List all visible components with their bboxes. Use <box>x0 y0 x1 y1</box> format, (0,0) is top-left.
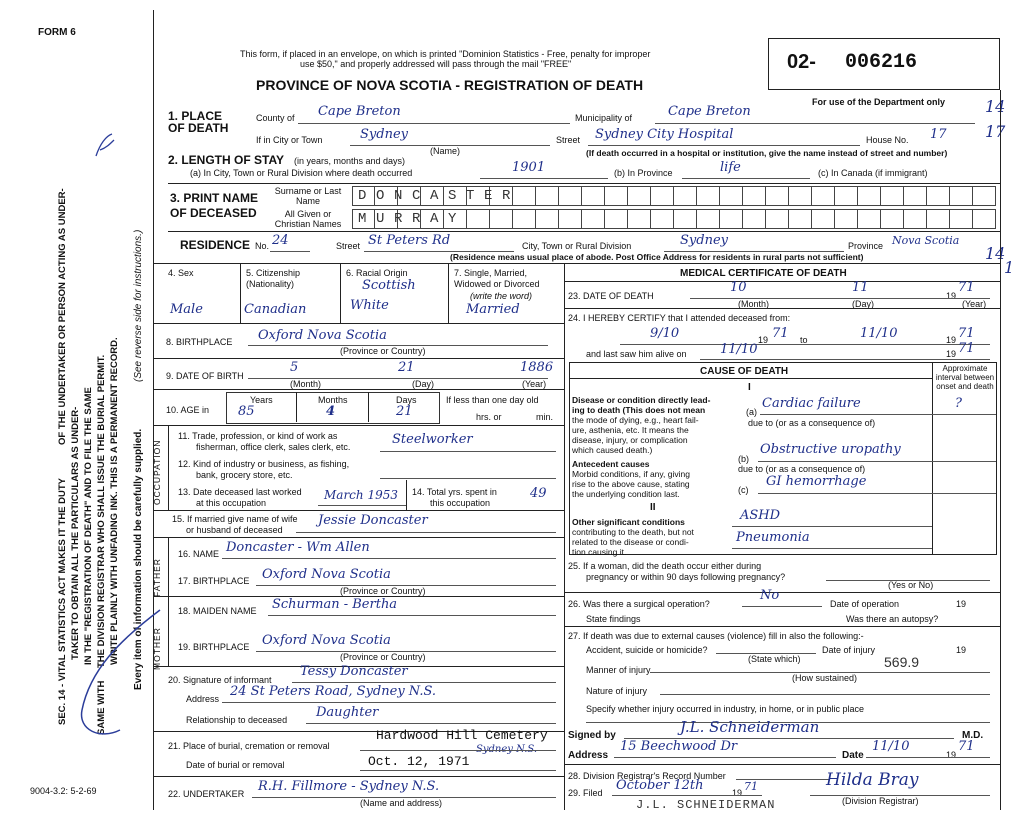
specify-label: Specify whether injury occurred in industry, in home, or in public place <box>586 704 864 714</box>
signed-date-label: Date <box>842 750 864 761</box>
informant-sig-label: 20. Signature of informant <box>168 675 272 685</box>
column-divider <box>564 263 565 810</box>
letter-box <box>812 209 835 229</box>
total-years-value: 49 <box>530 486 547 501</box>
due-to-label-2: due to (or as a consequence of) <box>738 464 866 474</box>
letter-box <box>697 186 720 206</box>
father-side-label: FATHER <box>152 558 162 597</box>
nature-label: Nature of injury <box>586 686 648 696</box>
dob-day-hint: (Day) <box>412 379 434 389</box>
dod-year-prefix: 19 <box>946 291 957 301</box>
letter-box <box>881 209 904 229</box>
mother-side-label: MOTHER <box>152 627 162 670</box>
burial-place-value-2: Sydney N.S. <box>476 744 538 755</box>
certify-label: 24. I HEREBY CERTIFY that I attended deceased from: <box>568 313 791 323</box>
letter-box <box>766 209 789 229</box>
mother-birthplace-label: 19. BIRTHPLACE <box>178 642 250 652</box>
given-names-value: MURRAY <box>358 211 467 227</box>
law-line-4: THE DIVISION REGISTRAR WHO SHALL ISSUE THE BURIAL PERMIT. <box>96 354 107 668</box>
burial-place-value: Hardwood Hill Cemetery <box>376 728 548 743</box>
part-two-label: II <box>650 502 656 513</box>
years-label: Years <box>250 395 273 405</box>
letter-box <box>697 209 720 229</box>
cause-b-label: (b) <box>738 454 749 464</box>
accident-label: Accident, suicide or homicide? <box>586 645 708 655</box>
last-worked-value: March 1953 <box>324 488 398 502</box>
stay-a-value: 1901 <box>512 160 546 175</box>
age-label: 10. AGE in <box>166 405 210 415</box>
birthplace-value: Oxford Nova Scotia <box>258 328 387 343</box>
manner-value: 569.9 <box>884 654 920 670</box>
disease-label <box>572 395 710 455</box>
letter-box <box>674 186 697 206</box>
dept-code-4: 1 <box>1004 258 1015 277</box>
cause-a-value: Cardiac failure <box>762 396 861 411</box>
letter-box <box>858 186 881 206</box>
racial-origin-value-1: Scottish <box>362 278 416 293</box>
letter-box <box>858 209 881 229</box>
citizenship-label: 5. Citizenship (Nationality) <box>246 268 301 289</box>
filed-year: 71 <box>744 780 758 793</box>
letter-box <box>674 209 697 229</box>
md-label: M.D. <box>962 730 984 741</box>
city-value: Sydney <box>360 127 408 142</box>
law-line-1: SEC. 14 - VITAL STATISTICS ACT MAKES IT THE DUTY <box>57 477 68 725</box>
informant-address-label: Address <box>186 694 220 704</box>
months-value: 4 <box>326 404 336 419</box>
last-seen-value: 11/10 <box>720 342 758 357</box>
letter-box <box>904 209 927 229</box>
how-sustained-hint: (How sustained) <box>792 673 858 683</box>
dept-code-1: 14 <box>985 97 1006 116</box>
filed-label: 29. Filed <box>568 788 603 798</box>
industry-label-2: bank, grocery store, etc. <box>196 470 293 480</box>
medical-title: MEDICAL CERTIFICATE OF DEATH <box>680 268 847 279</box>
last-worked-label-1: 13. Date deceased last worked <box>178 487 302 497</box>
residence-street-value: St Peters Rd <box>368 233 451 248</box>
city-name-hint: (Name) <box>430 146 461 156</box>
antecedent-label-line4: the underlying condition last. <box>572 489 680 499</box>
filed-year-prefix: 19 <box>732 788 743 798</box>
dept-use-label: For use of the Department only <box>812 97 946 107</box>
residence-province-value: Nova Scotia <box>892 234 960 247</box>
letter-box <box>513 209 536 229</box>
hrs-label: hrs. or <box>476 412 502 422</box>
state-findings-label: State findings <box>586 614 641 624</box>
stay-c-label: (c) In Canada (if immigrant) <box>818 168 928 178</box>
form-number: FORM 6 <box>38 27 76 38</box>
attended-to-year-prefix: 19 <box>946 335 957 345</box>
reg-number: 006216 <box>845 51 918 74</box>
spouse-label-2: or husband of deceased <box>186 525 283 535</box>
info-note: Every item of information should be carefully supplied. <box>133 428 144 690</box>
residence-city-value: Sydney <box>680 233 728 248</box>
margin-initials-mark <box>92 130 118 160</box>
filed-value: October 12th <box>616 778 704 793</box>
dod-day-hint: (Day) <box>852 299 874 309</box>
antecedent-label <box>572 459 690 499</box>
marital-hint: (write the word) <box>470 291 533 301</box>
dob-month-hint: (Month) <box>290 379 322 389</box>
letter-box <box>651 186 674 206</box>
form-title: PROVINCE OF NOVA SCOTIA - REGISTRATION OF DEATH <box>256 77 644 93</box>
informant-relationship-value: Daughter <box>316 705 379 720</box>
occupation-side-label: OCCUPATION <box>152 439 162 505</box>
letter-box <box>973 209 996 229</box>
letter-box <box>927 209 950 229</box>
letter-box <box>467 209 490 229</box>
letter-box <box>904 186 927 206</box>
cause-b-value: Obstructive uropathy <box>760 442 901 457</box>
letter-box <box>812 186 835 206</box>
interval-label: Approximate interval between onset and death <box>935 364 995 391</box>
informant-relationship-label: Relationship to deceased <box>186 715 288 725</box>
dob-year: 1886 <box>520 360 554 375</box>
mother-birthplace-hint: (Province or Country) <box>340 652 426 662</box>
days-label: Days <box>396 395 417 405</box>
municipality-value: Cape Breton <box>668 104 751 119</box>
dod-month: 10 <box>730 280 747 295</box>
burial-date-label: Date of burial or removal <box>186 760 285 770</box>
county-value: Cape Breton <box>318 104 401 119</box>
mail-notice-line2: use $50," and properly addressed will pass through the mail "FREE" <box>300 59 572 69</box>
citizenship-value: Canadian <box>244 302 307 317</box>
trade-value: Steelworker <box>392 432 473 447</box>
letter-box <box>973 186 996 206</box>
disease-label-line5: disease, injury, or complication <box>572 435 688 445</box>
father-name-label: 16. NAME <box>178 549 220 559</box>
trade-label-2: fisherman, office clerk, sales clerk, etc. <box>196 442 351 452</box>
letter-box <box>582 209 605 229</box>
father-birthplace-label: 17. BIRTHPLACE <box>178 576 250 586</box>
dob-year-hint: (Year) <box>522 379 547 389</box>
house-value: 17 <box>930 127 947 142</box>
dod-day: 11 <box>852 280 869 295</box>
last-seen-year-prefix: 19 <box>946 349 957 359</box>
father-birthplace-hint: (Province or Country) <box>340 586 426 596</box>
less-day-label: If less than one day old <box>446 395 539 405</box>
part-one-label: I <box>748 382 751 393</box>
dob-label: 9. DATE OF BIRTH <box>166 371 244 381</box>
mother-maiden-label: 18. MAIDEN NAME <box>178 606 257 616</box>
margin-ink-mark <box>60 600 170 750</box>
hospital-note: (If death occurred in a hospital or institution, give the name instead of street and number) <box>586 148 948 158</box>
stay-b-label: (b) In Province <box>614 168 673 178</box>
min-label: min. <box>536 412 554 422</box>
residence-label: RESIDENCE <box>180 238 251 252</box>
residence-province-label: Province <box>848 241 884 251</box>
reverse-note: (See reverse side for instructions.) <box>133 229 144 382</box>
disease-label-line6: which caused death.) <box>572 445 653 455</box>
law-line-6: SAME WITH <box>96 680 107 735</box>
dept-code-2: 17 <box>985 122 1006 141</box>
letter-box <box>628 209 651 229</box>
years-value: 85 <box>238 404 255 419</box>
letter-box <box>559 209 582 229</box>
section-divider <box>153 263 1000 264</box>
racial-origin-label: 6. Racial Origin <box>346 268 408 278</box>
given-names-label: All Given or Christian Names <box>274 209 342 229</box>
total-years-label-2: this occupation <box>430 498 491 508</box>
letter-box <box>789 209 812 229</box>
physician-printed-name: J.L. SCHNEIDERMAN <box>636 798 776 812</box>
letter-box <box>582 186 605 206</box>
disease-label-line2: ing to death (This does not mean <box>572 405 706 415</box>
other-label-line4: tion causing it. <box>572 547 627 557</box>
registrar-hint: (Division Registrar) <box>842 796 919 806</box>
law-line-5: WRITE PLAINLY WITH UNFADING INK. THIS IS A PERMANENT RECORD. <box>109 337 120 665</box>
undertaker-value: R.H. Fillmore - Sydney N.S. <box>258 779 440 794</box>
last-seen-year: 71 <box>958 341 975 356</box>
signer-address-label: Address <box>568 750 609 761</box>
letter-box <box>720 209 743 229</box>
letter-box <box>743 186 766 206</box>
dob-day: 21 <box>398 360 415 375</box>
undertaker-hint: (Name and address) <box>360 798 443 808</box>
other-label-line2: contributing to the death, but not <box>572 527 694 537</box>
registrar-signature: Hilda Bray <box>826 770 919 790</box>
q27-label: 27. If death was due to external causes (violence) fill in also the following:- <box>568 631 864 641</box>
q26-value: No <box>760 588 780 603</box>
letter-box <box>559 186 582 206</box>
letter-box <box>628 186 651 206</box>
residence-street-label: Street <box>336 241 361 251</box>
injury-date-label: Date of injury <box>822 645 876 655</box>
surname-value: DONCASTER <box>358 188 521 204</box>
trade-label-1: 11. Trade, profession, or kind of work as <box>178 431 338 441</box>
antecedent-label-line1: Antecedent causes <box>572 459 650 469</box>
attended-from-value: 9/10 <box>650 326 680 341</box>
letter-box <box>950 186 973 206</box>
record-number-label: 28. Division Registrar's Record Number <box>568 771 726 781</box>
main-right-border <box>1000 90 1001 810</box>
stay-a-label: (a) In City, Town or Rural Division where death occurred <box>190 168 413 178</box>
signed-by-label: Signed by <box>568 730 616 741</box>
last-seen-label: and last saw him alive on <box>586 349 687 359</box>
letter-box <box>605 209 628 229</box>
length-of-stay-label: 2. LENGTH OF STAY <box>168 153 285 167</box>
signed-date-year-prefix: 19 <box>946 750 957 760</box>
attended-from-year: 71 <box>772 326 789 341</box>
letter-box <box>789 186 812 206</box>
cause-a-interval: ? <box>955 396 962 411</box>
residence-note: (Residence means usual place of abode. Post Office Address for residents in rural parts not sufficient) <box>450 252 864 262</box>
birthplace-hint: (Province or Country) <box>340 346 426 356</box>
operation-year-prefix: 19 <box>956 599 967 609</box>
other-condition-value-1: ASHD <box>740 508 781 523</box>
registration-number-box <box>768 38 1000 90</box>
letter-box <box>835 209 858 229</box>
cause-c-value: GI hemorrhage <box>766 474 867 489</box>
house-label: House No. <box>866 135 909 145</box>
municipality-label: Municipality of <box>575 113 633 123</box>
state-which-hint: (State which) <box>748 654 801 664</box>
letter-box <box>835 186 858 206</box>
cause-a-label: (a) <box>746 407 757 417</box>
informant-sig-value: Tessy Doncaster <box>300 664 408 679</box>
surname-label: Surname or Last Name <box>274 186 342 206</box>
signer-address-value: 15 Beechwood Dr <box>620 739 738 754</box>
length-of-stay-desc: (in years, months and days) <box>294 156 406 166</box>
street-value: Sydney City Hospital <box>595 127 734 142</box>
spouse-value: Jessie Doncaster <box>318 513 428 528</box>
dob-month: 5 <box>290 360 299 375</box>
due-to-label-1: due to (or as a consequence of) <box>748 418 876 428</box>
attended-to-year: 71 <box>958 326 975 341</box>
informant-address-value: 24 St Peters Road, Sydney N.S. <box>230 684 437 699</box>
disease-label-line1: Disease or condition directly lead- <box>572 395 711 405</box>
law-line-7: OF THE UNDERTAKER OR PERSON ACTING AS UNDER- <box>57 188 68 445</box>
dod-label: 23. DATE OF DEATH <box>568 291 654 301</box>
law-line-3: IN THE "REGISTRATION OF DEATH" AND TO FILE THE SAME <box>83 387 94 665</box>
sex-value: Male <box>170 302 203 317</box>
stay-b-value: life <box>720 160 741 175</box>
q25-label-2: pregnancy or within 90 days following pregnancy? <box>586 572 786 582</box>
birthplace-label: 8. BIRTHPLACE <box>166 337 233 347</box>
days-value: 21 <box>396 404 413 419</box>
months-label: Months <box>318 395 348 405</box>
q25-label-1: 25. If a woman, did the death occur either during <box>568 561 762 571</box>
antecedent-label-line3: rise to the above cause, stating <box>572 479 690 489</box>
q25-yesno-hint: (Yes or No) <box>888 580 934 590</box>
other-label-line1: Other significant conditions <box>572 517 685 527</box>
marital-value: Married <box>466 302 520 317</box>
city-label: If in City or Town <box>256 135 323 145</box>
letter-box <box>720 186 743 206</box>
attended-from-year-prefix: 19 <box>758 335 769 345</box>
other-conditions-label <box>572 517 694 557</box>
disease-label-line4: ure, asthenia, etc. It means the <box>572 425 689 435</box>
total-years-label-1: 14. Total yrs. spent in <box>412 487 497 497</box>
industry-label-1: 12. Kind of industry or business, as fishing, <box>178 459 350 469</box>
autopsy-label: Was there an autopsy? <box>846 614 939 624</box>
undertaker-label: 22. UNDERTAKER <box>168 789 245 799</box>
father-name-value: Doncaster - Wm Allen <box>226 540 370 555</box>
letter-box <box>651 209 674 229</box>
place-of-death-label: 1. PLACE OF DEATH <box>168 109 229 135</box>
mail-notice-line1: This form, if placed in an envelope, on which is printed "Dominion Statistics - Free, penalty for improper <box>240 49 651 59</box>
reg-prefix: 02- <box>787 51 816 73</box>
letter-box <box>881 186 904 206</box>
residence-no-value: 24 <box>272 233 289 248</box>
other-label-line3: related to the disease or condi- <box>572 537 689 547</box>
father-birthplace-value: Oxford Nova Scotia <box>262 567 391 582</box>
other-condition-value-2: Pneumonia <box>736 530 810 545</box>
dept-code-3: 14 <box>985 244 1006 263</box>
signed-date-year: 71 <box>958 739 975 754</box>
letter-box <box>950 209 973 229</box>
dod-year-hint: (Year) <box>962 299 987 309</box>
dod-year: 71 <box>958 280 975 295</box>
dod-month-hint: (Month) <box>738 299 770 309</box>
cause-title: CAUSE OF DEATH <box>700 366 789 377</box>
marital-label: 7. Single, Married, Widowed or Divorced <box>454 268 540 289</box>
street-label: Street <box>556 135 581 145</box>
burial-place-label: 21. Place of burial, cremation or removal <box>168 741 330 751</box>
letter-box <box>743 209 766 229</box>
mother-birthplace-value: Oxford Nova Scotia <box>262 633 391 648</box>
disease-label-line3: the mode of dying, e.g., heart fail- <box>572 415 699 425</box>
letter-box <box>605 186 628 206</box>
name-label: 3. PRINT NAME OF DECEASED <box>170 191 259 220</box>
manner-label: Manner of injury <box>586 665 651 675</box>
letter-box <box>490 209 513 229</box>
letter-box <box>536 186 559 206</box>
spouse-label-1: 15. If married give name of wife <box>172 514 298 524</box>
law-line-2: TAKER TO OBTAIN ALL THE PARTICULARS AS UNDER- <box>70 406 81 660</box>
attended-to-value: 11/10 <box>860 326 898 341</box>
last-worked-label-2: at this occupation <box>196 498 267 508</box>
burial-date-value: Oct. 12, 1971 <box>368 754 470 769</box>
sex-label: 4. Sex <box>168 268 194 278</box>
footer-code: 9004-3.2: 5-2-69 <box>30 786 97 796</box>
signed-date-value: 11/10 <box>872 739 910 754</box>
county-label: County of <box>256 113 295 123</box>
letter-box <box>536 209 559 229</box>
operation-date-label: Date of operation <box>830 599 900 609</box>
mother-maiden-value: Schurman - Bertha <box>272 597 398 612</box>
racial-origin-value-2: White <box>350 298 389 313</box>
residence-no-label: No. <box>255 241 270 251</box>
signed-by-value: J.L. Schneiderman <box>680 718 820 736</box>
antecedent-label-line2: Morbid conditions, if any, giving <box>572 469 690 479</box>
letter-box <box>927 186 950 206</box>
q26-label: 26. Was there a surgical operation? <box>568 599 710 609</box>
residence-city-label: City, Town or Rural Division <box>522 241 632 251</box>
injury-year-prefix: 19 <box>956 645 967 655</box>
letter-box <box>766 186 789 206</box>
attended-to-word: to <box>800 335 808 345</box>
cause-c-label: (c) <box>738 485 749 495</box>
